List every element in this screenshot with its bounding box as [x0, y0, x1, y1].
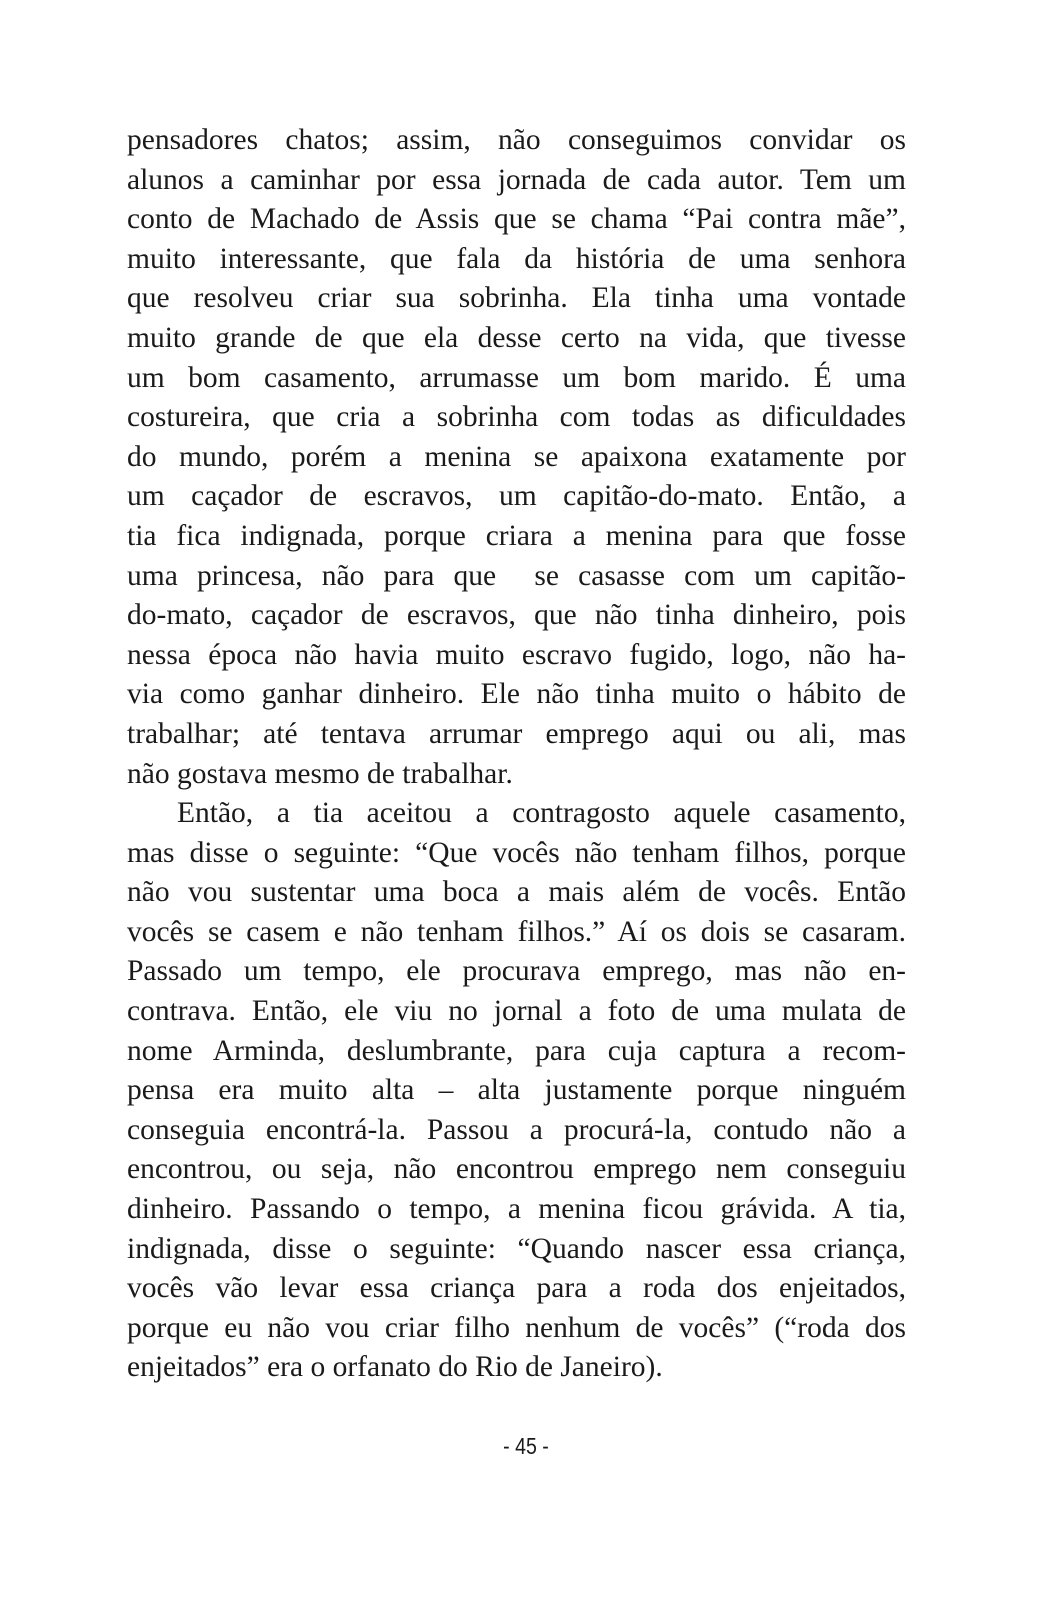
text-line: um caçador de escravos, um capitão-do-mato. Então, a — [127, 480, 906, 513]
text-line: encontrou, ou seja, não encontrou emprego nem conseguiu — [127, 1153, 906, 1186]
text-line: Passado um tempo, ele procurava emprego, mas não en- — [127, 955, 906, 988]
text-line: vocês se casem e não tenham filhos.” Aí os dois se casaram. — [127, 915, 906, 948]
paragraph-1 — [127, 121, 906, 794]
text-line: conto de Machado de Assis que se chama “Pai contra mãe”, — [127, 203, 906, 236]
paragraph-2 — [127, 794, 906, 1388]
text-line: trabalhar; até tentava arrumar emprego aqui ou ali, mas — [127, 717, 906, 750]
text-line: não gostava mesmo de trabalhar. — [127, 757, 513, 790]
text-line: do mundo, porém a menina se apaixona exatamente por — [127, 440, 906, 473]
text-line: vocês vão levar essa criança para a roda dos enjeitados, — [127, 1272, 906, 1305]
text-line: Então, a tia aceitou a contragosto aquele casamento, — [177, 797, 906, 830]
text-line: uma princesa, não para que se casasse com um capitão- — [127, 559, 906, 592]
text-line: enjeitados” era o orfanato do Rio de Janeiro). — [127, 1351, 663, 1384]
text-line: pensadores chatos; assim, não conseguimos convidar os — [127, 124, 906, 156]
text-line: um bom casamento, arrumasse um bom marido. É uma — [127, 361, 906, 394]
text-line: conseguia encontrá-la. Passou a procurá-la, contudo não a — [127, 1113, 906, 1146]
text-line: do-mato, caçador de escravos, que não tinha dinheiro, pois — [127, 599, 906, 632]
text-line: nessa época não havia muito escravo fugido, logo, não ha- — [127, 638, 906, 671]
text-line: pensa era muito alta – alta justamente porque ninguém — [127, 1074, 906, 1107]
text-line: alunos a caminhar por essa jornada de cada autor. Tem um — [127, 163, 906, 196]
text-line: mas disse o seguinte: “Que vocês não tenham filhos, porque — [127, 836, 906, 869]
text-line: muito interessante, que fala da história de uma senhora — [127, 242, 906, 275]
text-line: porque eu não vou criar filho nenhum de vocês” (“roda dos — [127, 1311, 906, 1344]
text-line: costureira, que cria a sobrinha com todas as dificuldades — [127, 401, 906, 434]
text-line: muito grande de que ela desse certo na vida, que tivesse — [127, 321, 906, 354]
text-line: nome Arminda, deslumbrante, para cuja captura a recom- — [127, 1034, 906, 1067]
text-line: dinheiro. Passando o tempo, a menina ficou grávida. A tia, — [127, 1193, 906, 1226]
text-line: via como ganhar dinheiro. Ele não tinha muito o hábito de — [127, 678, 906, 711]
text-line: indignada, disse o seguinte: “Quando nascer essa criança, — [127, 1232, 906, 1265]
text-line: contrava. Então, ele viu no jornal a foto de uma mulata de — [127, 995, 906, 1028]
text-line: que resolveu criar sua sobrinha. Ela tinha uma vontade — [127, 282, 906, 315]
page-number: - 45 - — [503, 1433, 549, 1459]
text-line: tia fica indignada, porque criara a menina para que fosse — [127, 519, 906, 552]
body-text — [127, 121, 906, 1388]
text-line: não vou sustentar uma boca a mais além de vocês. Então — [127, 876, 906, 909]
